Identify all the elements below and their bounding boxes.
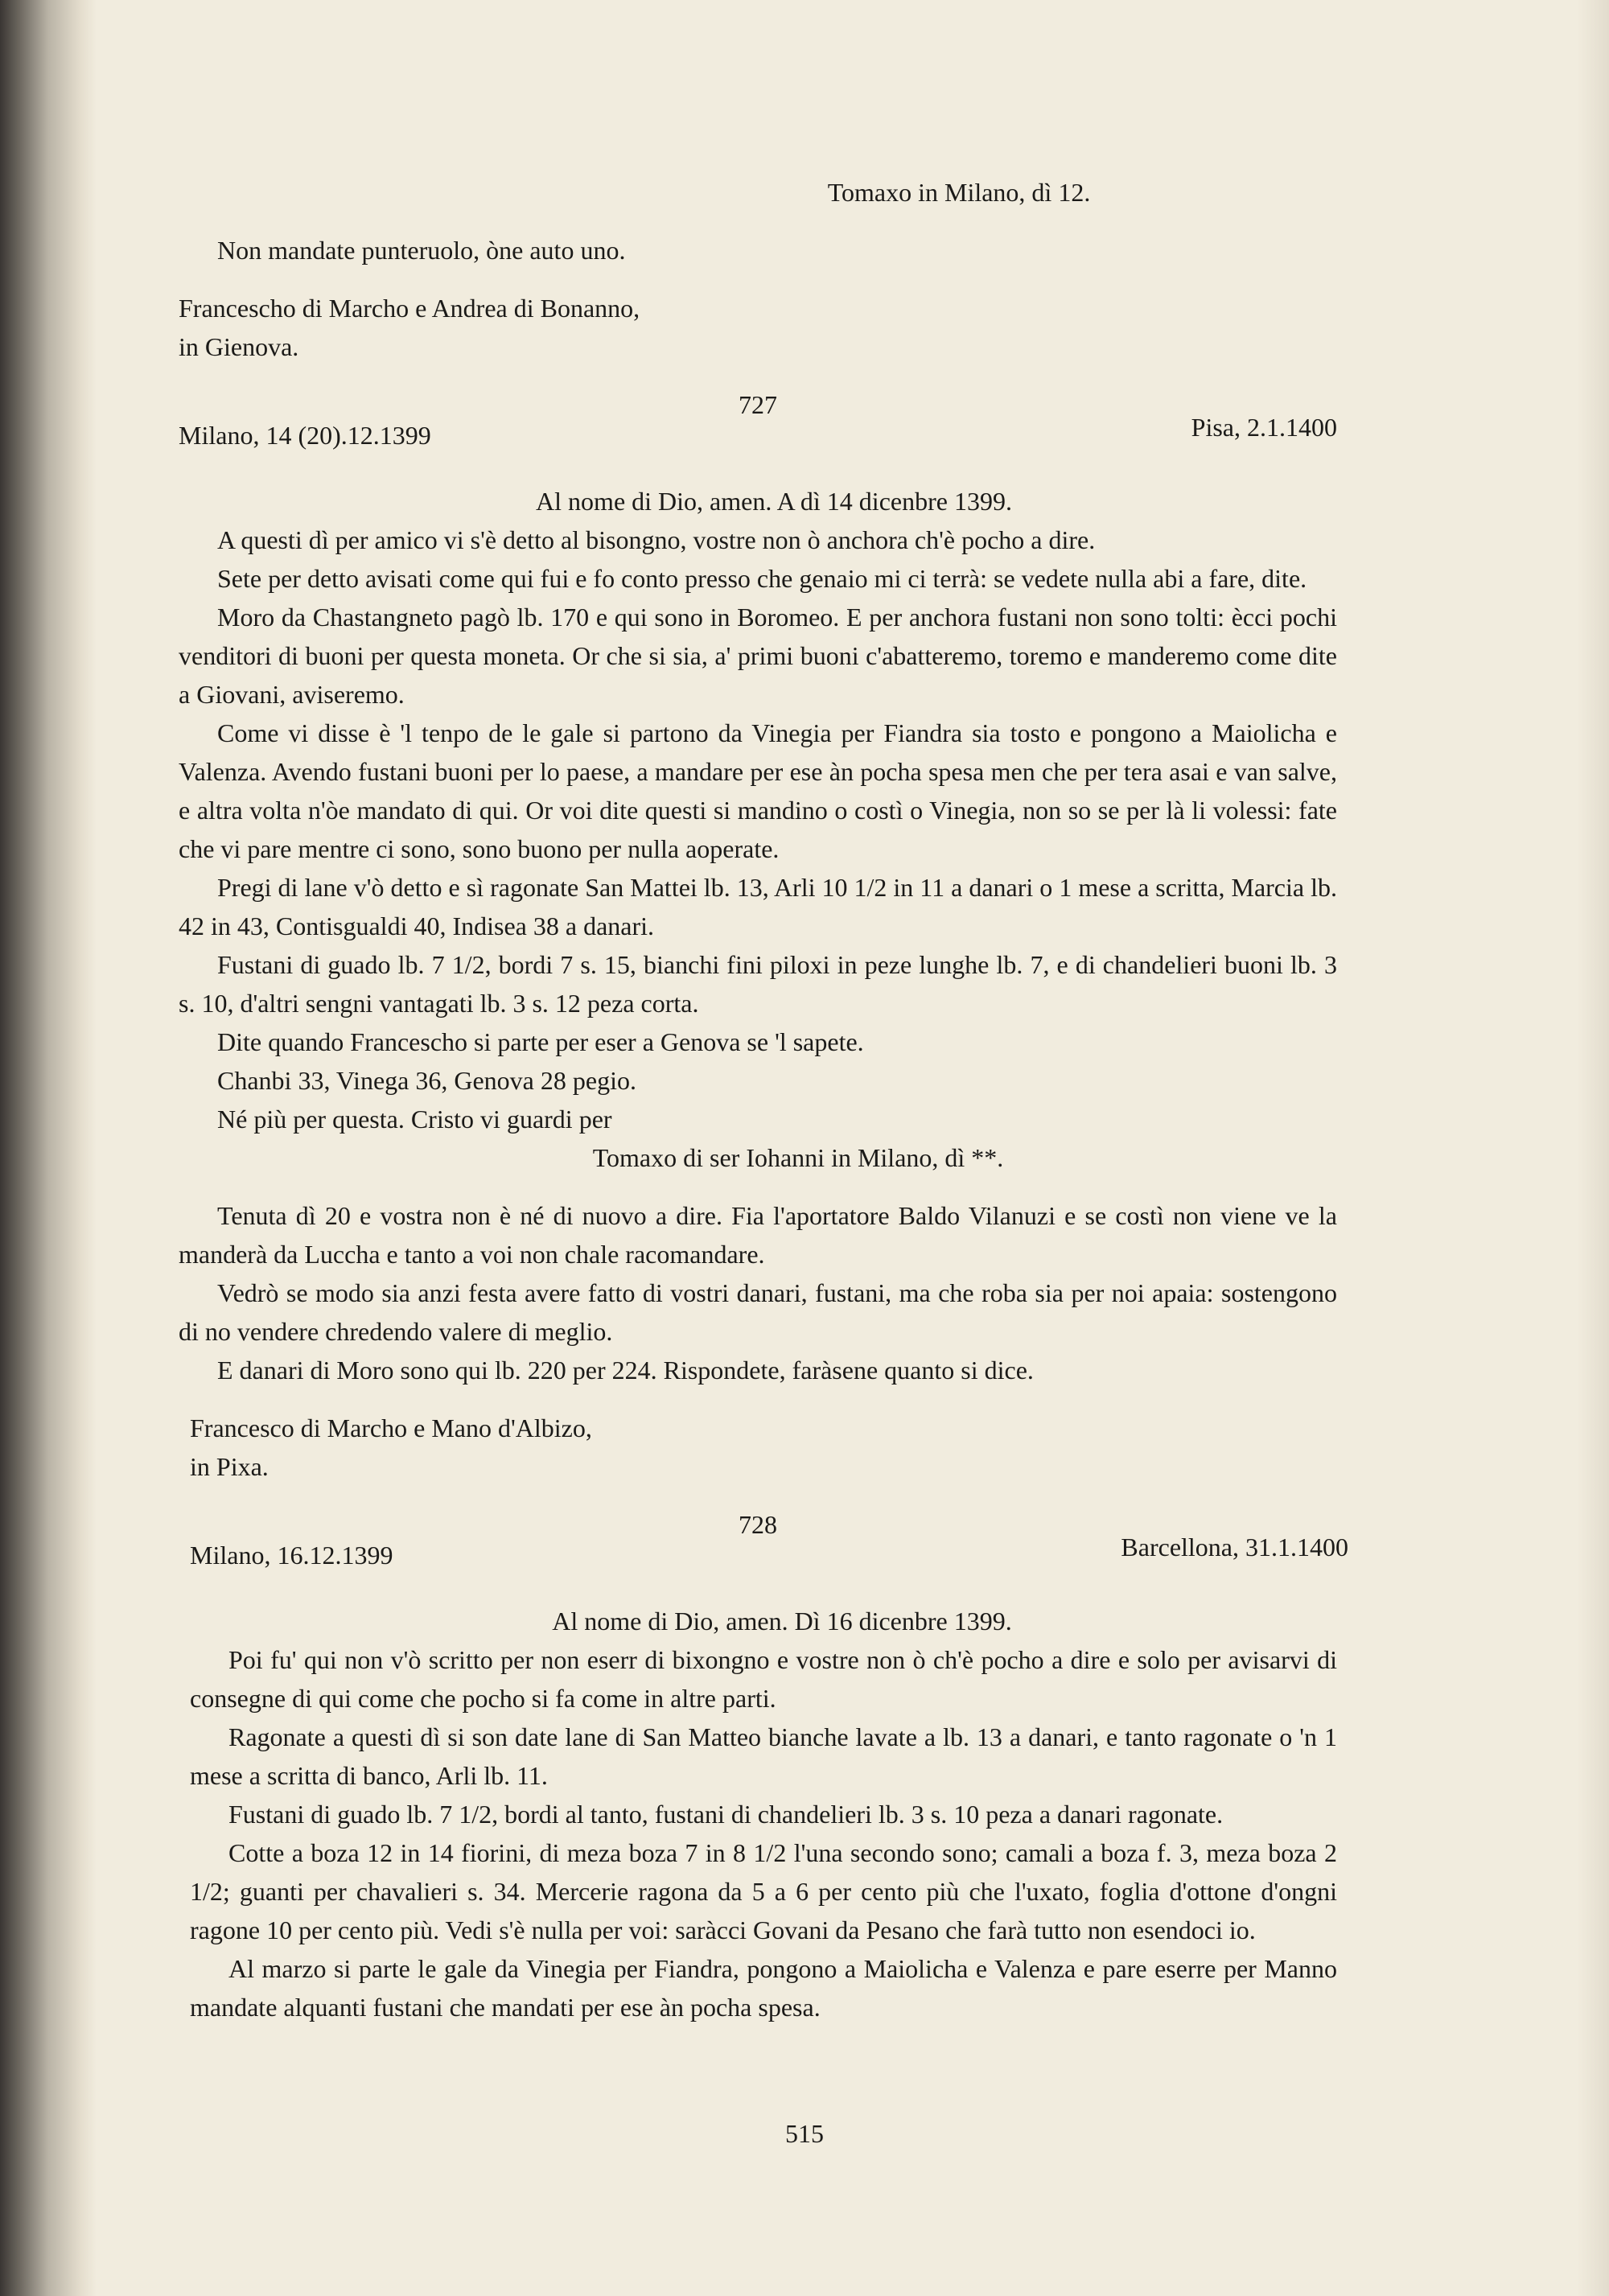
letter-727-body: [179, 521, 1337, 1138]
letter-number: 728: [739, 1510, 777, 1539]
paragraph: Né più per questa. Cristo vi guardi per: [217, 1105, 612, 1134]
paragraph: Cotte a boza 12 in 14 fiorini, di meza boza 7 in 8 1/2 l'una secondo sono; camali a boza f. 3, meza boza 2 1/2; guanti per chavalieri s. 34. Mercerie ragona da 5 a 6 per cento più che l'uxato, foglia d'ottone d'ongni ragone 10 per cento più. Vedi s'è nulla per voi: saràcci Govani da Pesano che farà tutto non esendoci io.: [190, 1838, 1337, 1944]
paragraph: Dite quando Francescho si parte per eser a Genova se 'l sapete.: [217, 1027, 864, 1056]
paragraph: Ragonate a questi dì si son date lane di San Matteo bianche lavate a lb. 13 a danari, e tanto ragonate o 'n 1 mese a scritta di banco, Arli lb. 11.: [190, 1722, 1337, 1790]
paragraph: Poi fu' qui non v'ò scritto per non eserr di bixongno e vostre non ò ch'è pocho a dire e solo per avisarvi di consegne di qui come che pocho si fa come in altre parti.: [190, 1645, 1337, 1713]
letter-origin: Milano, 16.12.1399: [190, 1541, 393, 1570]
paragraph: Al marzo si parte le gale da Vinegia per Fiandra, pongono a Maiolicha e Valenza e pare eserre per Manno mandate alquanti fustani che mandati per ese àn pocha spesa.: [190, 1954, 1337, 2022]
letter-728-header: [179, 1505, 1348, 1582]
postscript: Non mandate punteruolo, òne auto uno.: [217, 236, 626, 265]
letter-opening: Al nome di Dio, amen. Dì 16 dicenbre 1399.: [552, 1607, 1012, 1636]
paragraph: E danari di Moro sono qui lb. 220 per 224. Rispondete, faràsene quanto si dice.: [217, 1356, 1034, 1385]
paragraph: Come vi disse è 'l tenpo de le gale si partono da Vinegia per Fiandra sia tosto e pongono a Maiolicha e Valenza. Avendo fustani buoni per lo paese, a mandare per ese àn pocha spesa men che per tera asai e van salve, e altra volta n'òe mandato di qui. Or voi dite questi si mandino o costì o Vinegia, non so se per là li volessi: fate che vi pare mentre ci sono, sono buono per nulla aoperate.: [179, 718, 1337, 863]
letter-destination: Barcellona, 31.1.1400: [1121, 1533, 1348, 1562]
page-number: 515: [785, 2119, 824, 2148]
paragraph: A questi dì per amico vi s'è detto al bisongno, vostre non ò anchora ch'è pocho a dire.: [217, 525, 1096, 554]
paragraph: Sete per detto avisati come qui fui e fo conto presso che genaio mi ci terrà: se vedete nulla abi a fare, dite.: [217, 564, 1307, 593]
address-line: Francescho di Marcho e Andrea di Bonanno,: [179, 294, 640, 323]
book-gutter-shadow: [0, 0, 97, 2296]
top-signature: Tomaxo in Milano, dì 12.: [827, 178, 1091, 207]
page-content: [179, 173, 1348, 2026]
paragraph: Chanbi 33, Vinega 36, Genova 28 pegio.: [217, 1066, 636, 1095]
paragraph: Fustani di guado lb. 7 1/2, bordi al tanto, fustani di chandelieri lb. 3 s. 10 peza a danari ragonate.: [228, 1800, 1224, 1829]
letter-number: 727: [739, 390, 777, 419]
address-block-2: [179, 1409, 1337, 1486]
address-line: in Gienova.: [179, 332, 299, 361]
paragraph: Vedrò se modo sia anzi festa avere fatto di vostri danari, fustani, ma che roba sia per noi apaia: sostengono di no vendere chredendo valere di meglio.: [179, 1278, 1337, 1346]
letter-727-postscript: [179, 1196, 1337, 1389]
address-block-1: [179, 289, 1337, 366]
paragraph: Tenuta dì 20 e vostra non è né di nuovo a dire. Fia l'aportatore Baldo Vilanuzi e se costì non viene ve la manderà da Luccha e tanto a voi non chale racomandare.: [179, 1201, 1337, 1269]
paragraph: Moro da Chastangneto pagò lb. 170 e qui sono in Boromeo. E per anchora fustani non sono tolti: ècci pochi venditori di buoni per questa moneta. Or che si sia, a' primi buoni c'abatteremo, toremo e manderemo come dite a Giovani, aviseremo.: [179, 603, 1337, 709]
letter-728-body: [179, 1640, 1337, 2026]
letter-origin: Milano, 14 (20).12.1399: [179, 421, 431, 450]
page-edge: [1577, 0, 1609, 2296]
paragraph: Fustani di guado lb. 7 1/2, bordi 7 s. 15, bianchi fini piloxi in peze lunghe lb. 7, e di chandelieri buoni lb. 3 s. 10, d'altri sengni vantagati lb. 3 s. 12 peza corta.: [179, 950, 1337, 1018]
address-line: in Pixa.: [190, 1452, 269, 1481]
letter-destination: Pisa, 2.1.1400: [1191, 413, 1337, 442]
letter-727-header: [179, 385, 1337, 463]
letter-opening: Al nome di Dio, amen. A dì 14 dicenbre 1399.: [536, 487, 1012, 516]
paragraph: Pregi di lane v'ò detto e sì ragonate San Mattei lb. 13, Arli 10 1/2 in 11 a danari o 1 mese a scritta, Marcia lb. 42 in 43, Contisgualdi 40, Indisea 38 a danari.: [179, 873, 1337, 940]
letter-signature: Tomaxo di ser Iohanni in Milano, dì **.: [592, 1143, 1004, 1172]
address-line: Francesco di Marcho e Mano d'Albizo,: [190, 1413, 592, 1442]
